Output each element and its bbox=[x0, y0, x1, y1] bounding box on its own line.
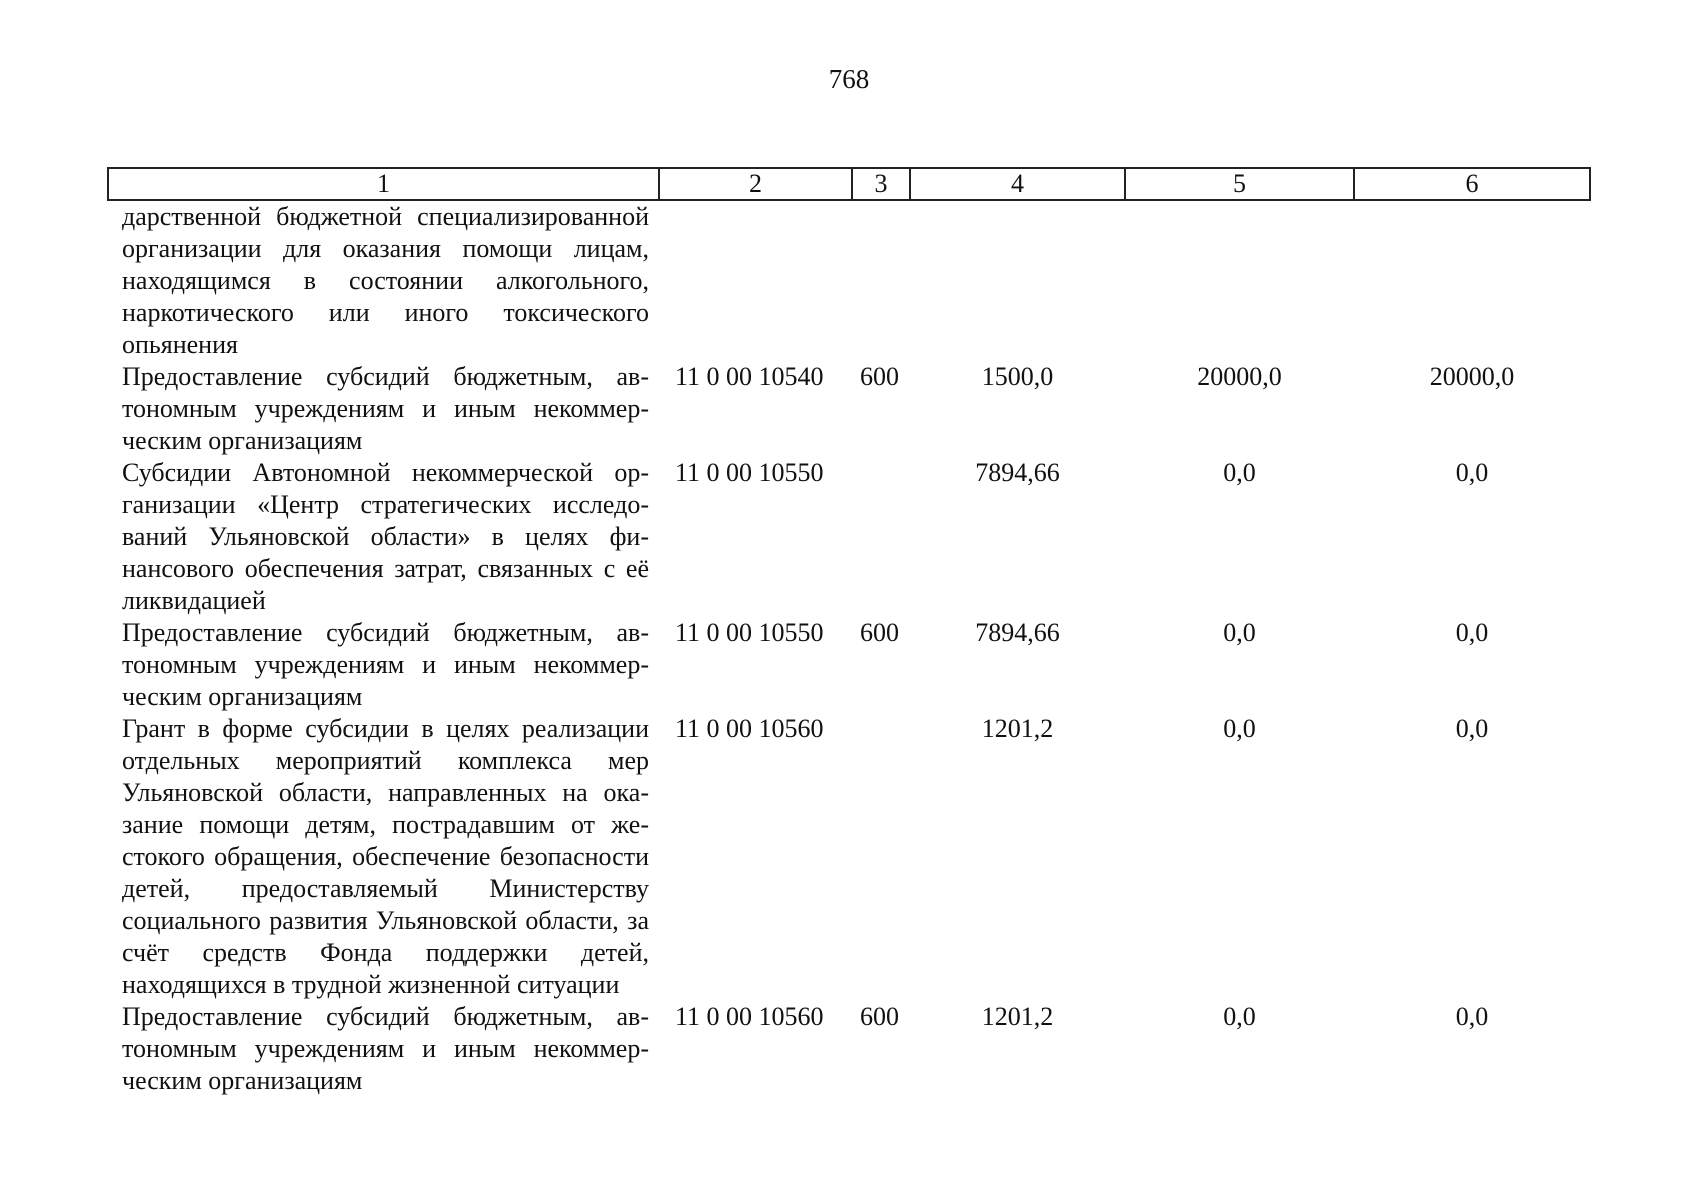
column-header: 3 bbox=[852, 168, 910, 200]
row-value-col4 bbox=[910, 200, 1125, 361]
row-description: Предоставление субсидий бюджетным, автономным учреждениям и иным некоммерческим организациям bbox=[122, 1002, 649, 1095]
column-header: 1 bbox=[108, 168, 659, 200]
table-header-row bbox=[108, 168, 1590, 200]
row-value-col4: 1201,2 bbox=[981, 1002, 1054, 1031]
row-expense-type: 600 bbox=[860, 362, 899, 391]
row-expense-type: 600 bbox=[860, 618, 899, 647]
table-row bbox=[108, 713, 1590, 1001]
row-value-col5: 0,0 bbox=[1223, 618, 1256, 647]
row-value-col6: 0,0 bbox=[1455, 714, 1489, 743]
row-code: 11 0 00 10550 bbox=[675, 618, 824, 647]
row-description: Субсидии Автономной некоммерческой организации «Центр стратегических исследований Ульяновской области» в целях финансового обеспечения затрат, связанных с её ликвидацией bbox=[122, 458, 649, 615]
row-description: Грант в форме субсидии в целях реализации отдельных мероприятий комплекса мер Ульяновской области, направленных на оказание помощи детям, пострадавшим от жестокого обращения, обеспечение безопасности детей, предоставляемый Министерству социального развития Ульяновской области, за счёт средств Фонда поддержки детей, находящихся в трудной жизненной ситуации bbox=[122, 714, 649, 999]
row-value-col6: 20000,0 bbox=[1429, 362, 1515, 391]
column-header: 2 bbox=[659, 168, 852, 200]
row-expense-type bbox=[852, 457, 910, 617]
row-description: Предоставление субсидий бюджетным, автономным учреждениям и иным некоммерческим организациям bbox=[122, 618, 649, 711]
row-value-col4: 7894,66 bbox=[975, 618, 1060, 647]
table-row bbox=[108, 457, 1590, 617]
row-expense-type: 600 bbox=[860, 1002, 899, 1031]
row-value-col5 bbox=[1125, 200, 1354, 361]
row-value-col5: 0,0 bbox=[1223, 458, 1256, 487]
row-value-col5: 0,0 bbox=[1223, 714, 1256, 743]
row-value-col6: 0,0 bbox=[1455, 618, 1489, 647]
column-header: 5 bbox=[1125, 168, 1354, 200]
row-code: 11 0 00 10540 bbox=[675, 362, 824, 391]
row-value-col4: 7894,66 bbox=[975, 458, 1060, 487]
row-value-col5: 0,0 bbox=[1223, 1002, 1256, 1031]
row-value-col6: 0,0 bbox=[1455, 458, 1489, 487]
row-expense-type bbox=[852, 713, 910, 1001]
table-row bbox=[108, 361, 1590, 457]
row-description: дарственной бюджетной специализированной организации для оказания помощи лицам, находящимся в состоянии алкогольного, наркотического или иного токсического опьянения bbox=[122, 202, 649, 359]
row-code: 11 0 00 10550 bbox=[675, 458, 824, 487]
row-value-col4: 1201,2 bbox=[981, 714, 1054, 743]
table-row bbox=[108, 200, 1590, 361]
row-value-col6 bbox=[1354, 200, 1590, 361]
column-header: 4 bbox=[910, 168, 1125, 200]
row-expense-type bbox=[852, 200, 910, 361]
page-number: 768 bbox=[828, 64, 870, 94]
row-value-col5: 20000,0 bbox=[1197, 362, 1282, 391]
row-description: Предоставление субсидий бюджетным, автономным учреждениям и иным некоммерческим организациям bbox=[122, 362, 649, 455]
row-value-col6: 0,0 bbox=[1455, 1002, 1489, 1031]
row-code bbox=[659, 200, 852, 361]
row-code: 11 0 00 10560 bbox=[675, 714, 824, 743]
row-code: 11 0 00 10560 bbox=[675, 1002, 824, 1031]
column-header: 6 bbox=[1354, 168, 1590, 200]
row-value-col4: 1500,0 bbox=[981, 362, 1054, 391]
table-row bbox=[108, 1001, 1590, 1097]
budget-table bbox=[107, 167, 1591, 1097]
table-row bbox=[108, 617, 1590, 713]
